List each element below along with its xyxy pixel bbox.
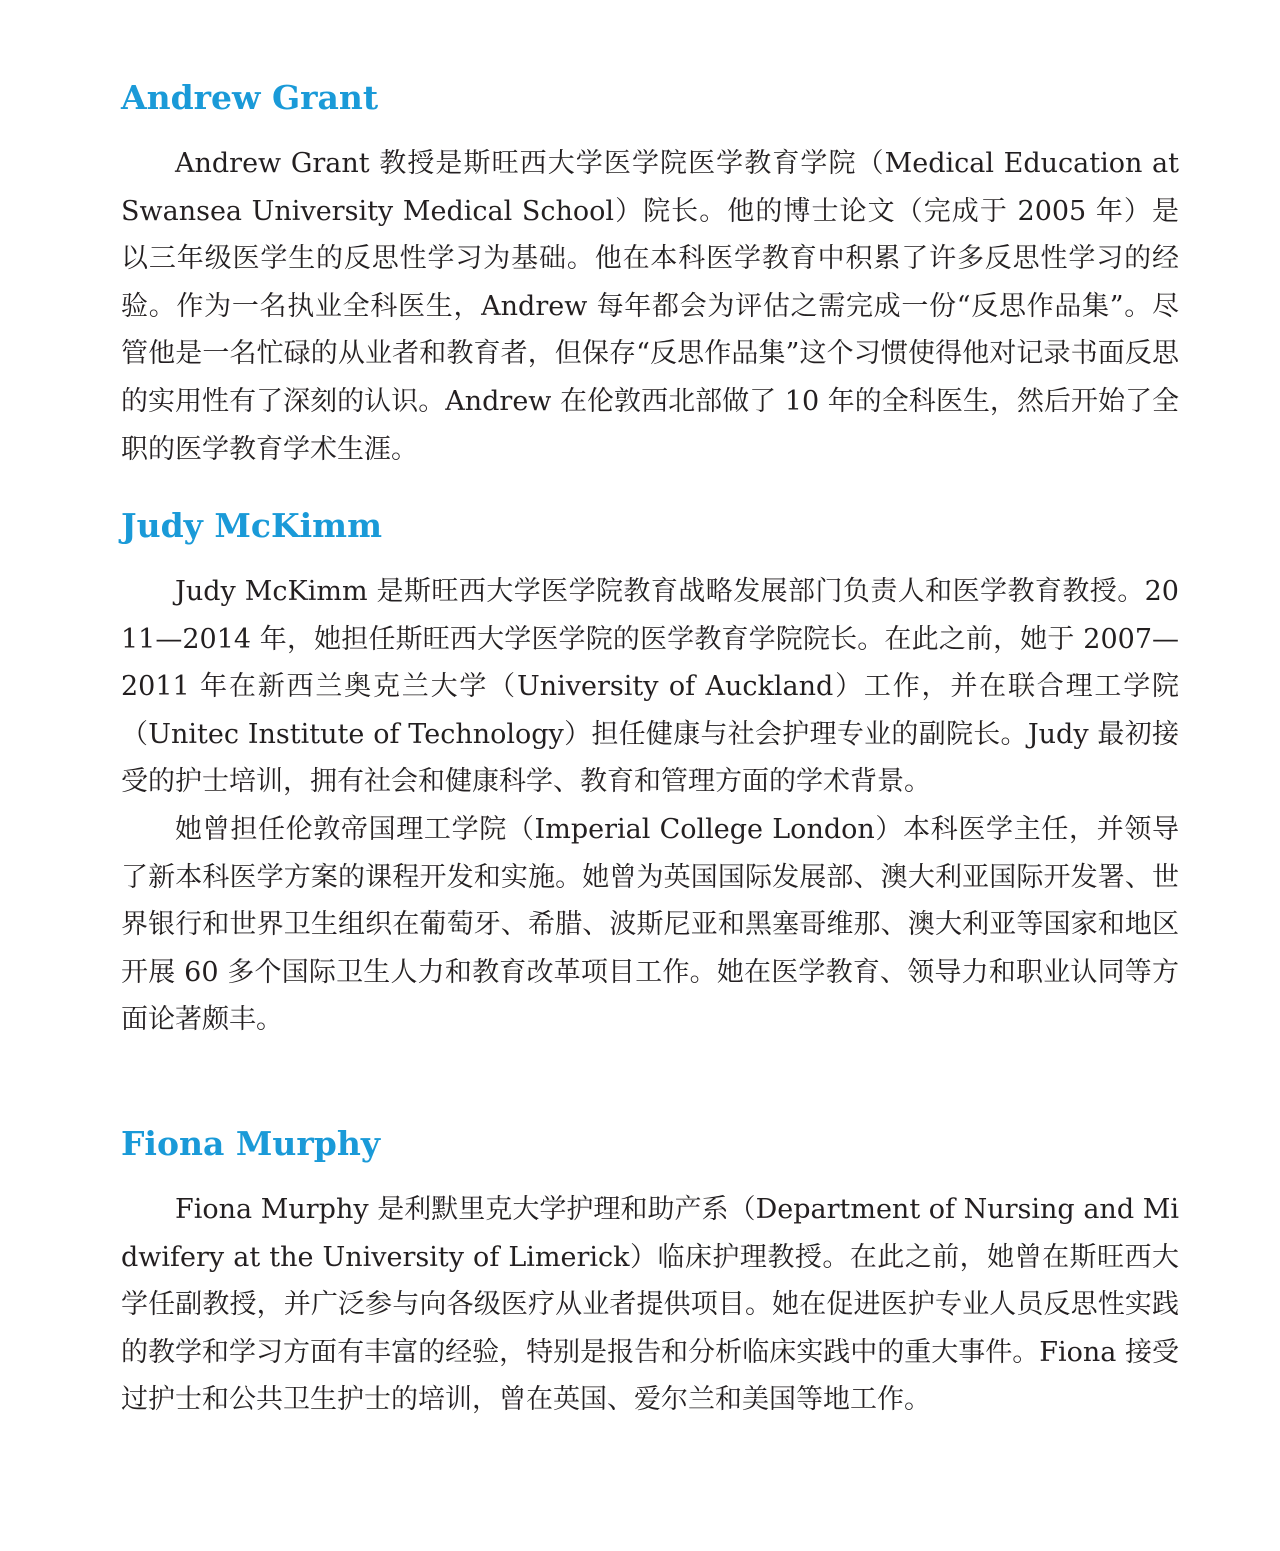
section-heading: Judy McKimm xyxy=(121,506,383,545)
bio-paragraph: 她曾担任伦敦帝国理工学院（Imperial College London）本科医学主任，并领导了新本科医学方案的课程开发和实施。她曾为英国国际发展部、澳大利亚国际开发署、世界银行和世界卫生组织在葡萄牙、希腊、波斯尼亚和黑塞哥维那、澳大利亚等国家和地区开展 60 多个国际卫生人力和教育改革项目工作。她在医学教育、领导力和职业认同等方面论著颇丰。 xyxy=(121,813,1179,1036)
bio-text xyxy=(121,140,1179,473)
bio-paragraph: Judy McKimm 是斯旺西大学医学院教育战略发展部门负责人和医学教育教授。2011—2014 年，她担任斯旺西大学医学院的医学教育学院院长。在此之前，她于 2007—2011 年在新西兰奥克兰大学（University of Auckland）工作，并在联合理工学院（Unitec Institute of Technology）担任健康与社会护理专业的副院长。Judy 最初接受的护士培训，拥有社会和健康科学、教育和管理方面的学术背景。 xyxy=(121,576,1179,798)
bio-text xyxy=(121,1186,1179,1424)
bio-paragraph: Andrew Grant 教授是斯旺西大学医学院医学教育学院（Medical Education at Swansea University Medical School）院长。他的博士论文（完成于 2005 年）是以三年级医学生的反思性学习为基础。他在本科医学教育中积累了许多反思性学习的经验。作为一名执业全科医生，Andrew 每年都会为评估之需完成一份“反思作品集”。尽管他是一名忙碌的从业者和教育者，但保存“反思作品集”这个习惯使得他对记录书面反思的实用性有了深刻的认识。Andrew 在伦敦西北部做了 10 年的全科医生，然后开始了全职的医学教育学术生涯。 xyxy=(121,148,1179,465)
bio-paragraph: Fiona Murphy 是利默里克大学护理和助产系（Department of Nursing and Midwifery at the University of Limerick）临床护理教授。在此之前，她曾在斯旺西大学任副教授，并广泛参与向各级医疗从业者提供项目。她在促进医护专业人员反思性实践的教学和学习方面有丰富的经验，特别是报告和分析临床实践中的重大事件。Fiona 接受过护士和公共卫生护士的培训，曾在英国、爱尔兰和美国等地工作。 xyxy=(121,1194,1179,1416)
section-heading: Fiona Murphy xyxy=(121,1124,380,1163)
bio-section-fiona-murphy xyxy=(121,1122,1179,1424)
bio-section-judy-mckimm xyxy=(121,504,1179,1044)
section-heading: Andrew Grant xyxy=(121,78,379,117)
bio-text xyxy=(121,568,1179,1044)
bio-section-andrew-grant xyxy=(121,76,1179,473)
